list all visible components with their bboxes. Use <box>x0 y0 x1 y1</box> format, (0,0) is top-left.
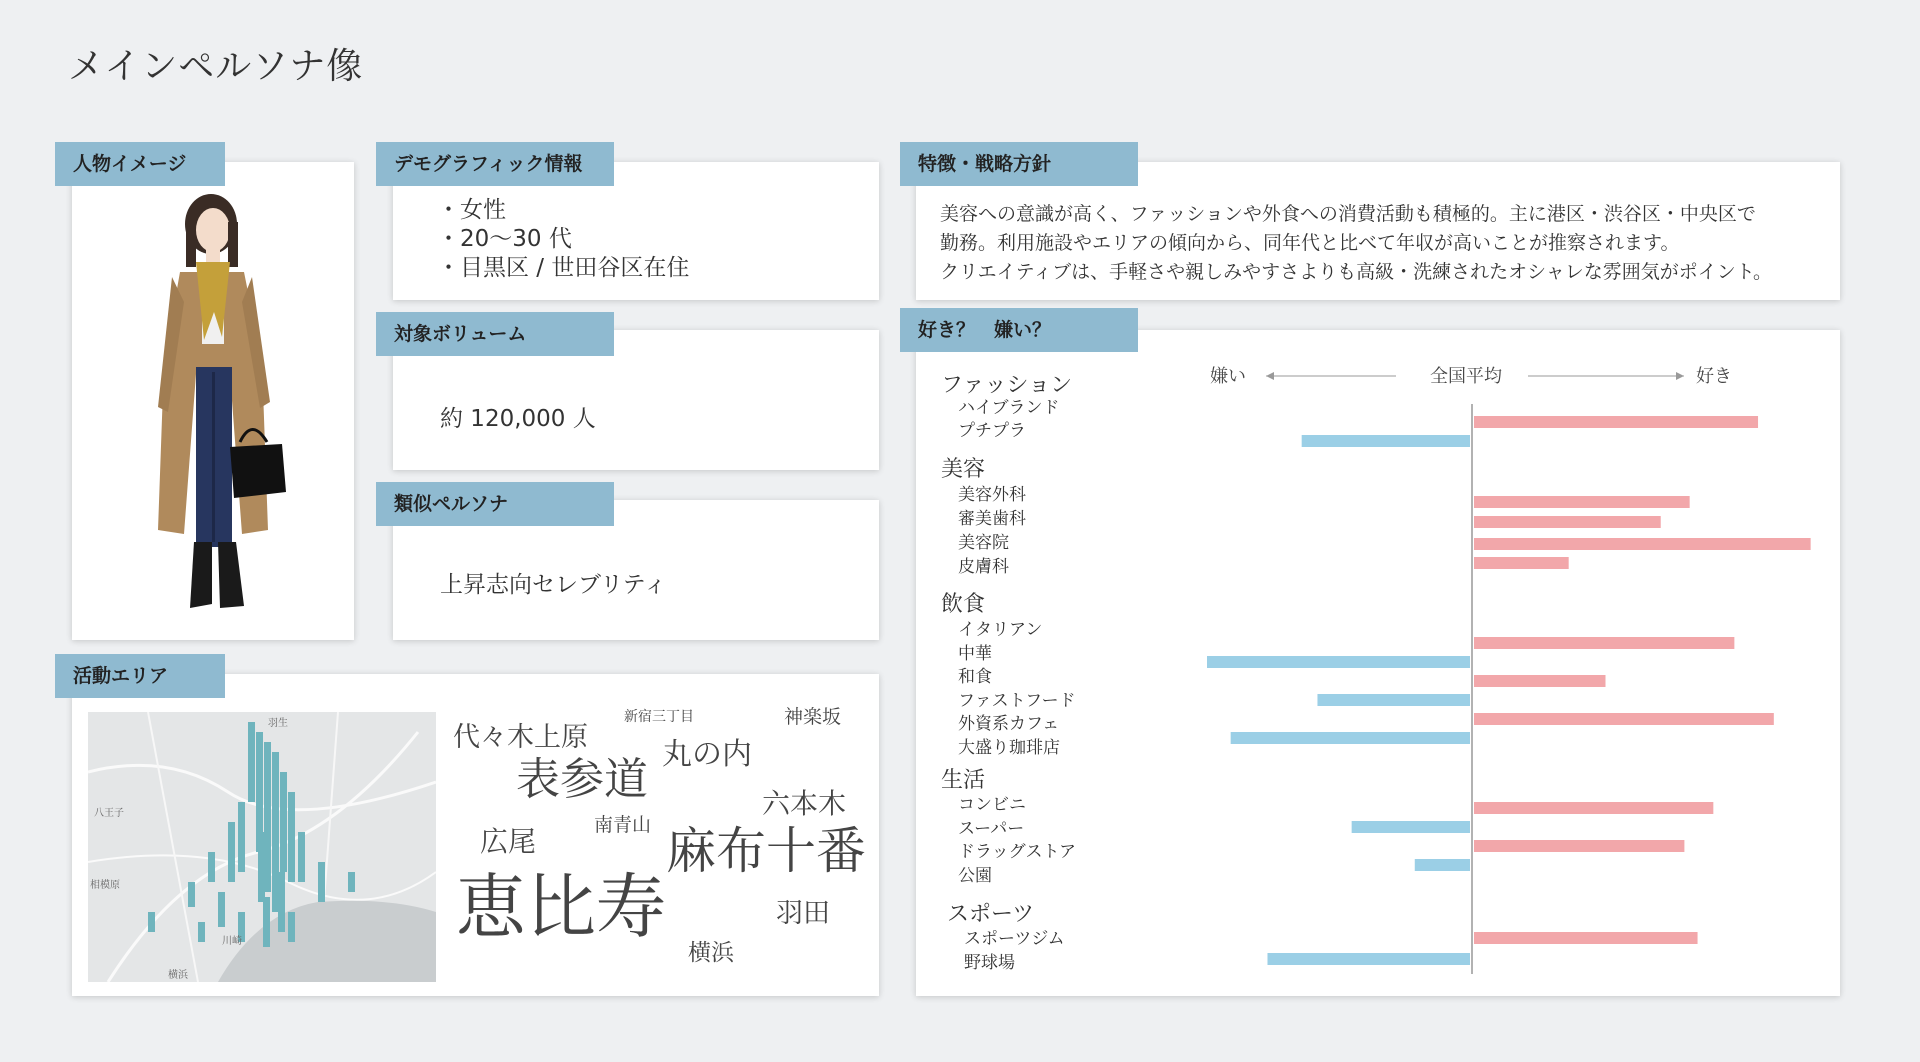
person-illustration <box>72 162 354 640</box>
item-label: 外資系カフェ <box>958 714 1060 734</box>
chart-bar <box>1474 516 1661 528</box>
chart-bar <box>1474 496 1690 508</box>
item-label: ハイブランド <box>958 398 1060 418</box>
tab-features: 特徴・戦略方針 <box>900 142 1138 186</box>
similar-persona-value: 上昇志向セレブリティ <box>440 572 667 598</box>
chart-bar <box>1302 435 1470 447</box>
chart-bar <box>1474 932 1698 944</box>
wordcloud-word: 新宿三丁目 <box>624 709 694 725</box>
chart-bar <box>1415 859 1470 871</box>
tab-similar-persona: 類似ペルソナ <box>376 482 614 526</box>
map-density-bar <box>258 832 265 902</box>
map-density-bar <box>288 792 295 882</box>
chart-bar <box>1474 675 1606 687</box>
map-density-bar <box>348 872 355 892</box>
features-line: 勤務。利用施設やエリアの傾向から、同年代と比べて年収が高いことが推察されます。 <box>940 232 1680 254</box>
demographics-item: ・目黒区 / 世田谷区在住 <box>437 255 690 281</box>
map-density-bar <box>198 922 205 942</box>
demographics-item: ・20〜30 代 <box>437 226 572 252</box>
wordcloud-word: 代々木上原 <box>453 722 588 753</box>
item-label: 皮膚科 <box>958 557 1009 577</box>
map-label: 羽生 <box>268 718 288 729</box>
category-label: 美容 <box>941 457 986 482</box>
item-label: ファストフード <box>958 691 1076 711</box>
category-label: 飲食 <box>941 592 986 617</box>
features-line: 美容への意識が高く、ファッションや外食への消費活動も積極的。主に港区・渋谷区・中央区で <box>940 203 1756 225</box>
map-label: 相模原 <box>90 880 120 891</box>
wordcloud-word: 南青山 <box>594 814 652 836</box>
chart-bar <box>1317 694 1470 706</box>
tab-likes: 好き？ 嫌い？ <box>900 308 1138 352</box>
chart-bar <box>1474 557 1569 569</box>
wordcloud-word: 六本木 <box>762 787 847 820</box>
tab-person-image: 人物イメージ <box>55 142 225 186</box>
axis-arrowhead-right <box>1676 372 1684 380</box>
chart-bar <box>1474 713 1774 725</box>
tab-volume: 対象ボリューム <box>376 312 614 356</box>
map-density-bar <box>298 832 305 882</box>
demographics-list <box>437 196 689 283</box>
item-label: スーパー <box>958 819 1025 839</box>
page-title: メインペルソナ像 <box>68 46 364 87</box>
item-label: 中華 <box>958 644 992 664</box>
map-density-bar <box>238 802 245 872</box>
map-density-bar <box>208 852 215 882</box>
axis-arrowhead-left <box>1266 372 1274 380</box>
tab-demographics: デモグラフィック情報 <box>376 142 614 186</box>
chart-bar <box>1231 732 1470 744</box>
map-density-bar <box>278 872 285 932</box>
tab-activity-area: 活動エリア <box>55 654 225 698</box>
wordcloud-word: 広尾 <box>480 825 537 858</box>
wordcloud-word: 恵比寿 <box>456 866 666 948</box>
item-label: 野球場 <box>964 953 1015 973</box>
map-density-bar <box>280 772 287 872</box>
map-density-bar <box>248 722 255 802</box>
map-density-bar <box>272 752 279 912</box>
chart-bar <box>1267 953 1470 965</box>
wordcloud-word: 神楽坂 <box>784 706 842 728</box>
chart-bar <box>1474 840 1684 852</box>
map-density-bar <box>263 897 270 947</box>
item-label: 審美歯科 <box>958 509 1026 529</box>
item-label: スポーツジム <box>964 929 1065 949</box>
item-label: 大盛り珈琲店 <box>958 738 1060 758</box>
wordcloud-word: 表参道 <box>516 754 648 805</box>
map-density-bar <box>318 862 325 902</box>
item-label: 美容外科 <box>958 485 1026 505</box>
item-label: コンビニ <box>958 795 1026 815</box>
chart-bar <box>1207 656 1470 668</box>
chart-bar <box>1352 821 1470 833</box>
map-density-bar <box>288 912 295 942</box>
map-density-bar <box>228 822 235 882</box>
axis-label-right: 好き <box>1696 366 1732 387</box>
person-image-card <box>72 162 354 640</box>
axis-label-center: 全国平均 <box>1430 366 1502 387</box>
features-line: クリエイティブは、手軽さや親しみやすさよりも高級・洗練されたオシャレな雰囲気がポイント。 <box>940 261 1773 283</box>
chart-bar <box>1474 802 1713 814</box>
axis-label-left: 嫌い <box>1210 366 1246 387</box>
wordcloud-word: 麻布十番 <box>666 822 866 880</box>
category-label: 生活 <box>941 768 986 793</box>
features-text <box>940 200 1820 287</box>
map-density-bar <box>148 912 155 932</box>
likes-chart <box>916 332 1836 992</box>
item-label: 美容院 <box>958 533 1009 553</box>
chart-bar <box>1474 416 1758 428</box>
activity-map <box>88 712 436 982</box>
item-label: ドラッグストア <box>958 842 1076 862</box>
wordcloud-word: 丸の内 <box>662 737 752 772</box>
volume-value: 約 120,000 人 <box>440 406 596 432</box>
map-label: 横浜 <box>168 970 188 981</box>
map-density-bar <box>264 742 271 892</box>
demographics-item: ・女性 <box>437 197 506 223</box>
category-label: ファッション <box>941 373 1073 398</box>
item-label: プチプラ <box>958 421 1026 441</box>
map-label: 川崎 <box>222 936 242 947</box>
item-label: 和食 <box>958 667 992 687</box>
map-label: 八王子 <box>94 808 124 819</box>
category-label: スポーツ <box>947 902 1035 927</box>
item-label: イタリアン <box>958 620 1043 640</box>
map-density-bar <box>188 882 195 907</box>
item-label: 公園 <box>958 866 992 886</box>
chart-bar <box>1474 538 1811 550</box>
wordcloud-word: 羽田 <box>776 898 830 929</box>
map-density-bar <box>218 892 225 927</box>
wordcloud-word: 横浜 <box>688 940 734 966</box>
chart-bar <box>1474 637 1734 649</box>
